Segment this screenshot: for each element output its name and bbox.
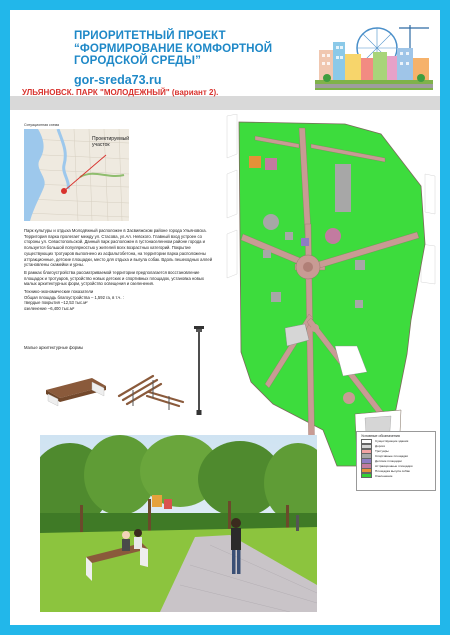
project-title bbox=[74, 30, 284, 87]
legend-label: Озеленение bbox=[375, 473, 393, 478]
city-illustration bbox=[315, 20, 433, 90]
legend-label: Существующие здания bbox=[375, 439, 409, 444]
description-paragraph-2: В рамках благоустройства рассматриваемой территории предполагается восстановление площадок и тротуаров, устройство новых детских и спортивных площадок, установка новых малых архитектурных форм, устройство освещения и озеленения. bbox=[24, 269, 204, 287]
street-lamp-image bbox=[193, 326, 205, 416]
title-line-1: ПРИОРИТЕТНЫЙ ПРОЕКТ bbox=[74, 29, 226, 42]
tech-item-greenery: озеленение –6,400 тыс.м² bbox=[24, 306, 75, 312]
project-label-line-1: Проектируемый bbox=[92, 136, 130, 142]
project-description bbox=[24, 228, 216, 312]
legend-label: Спортивные площадки bbox=[375, 454, 408, 459]
project-label-line-2: участок bbox=[92, 142, 110, 148]
header bbox=[10, 10, 440, 90]
title-line-2: “ФОРМИРОВАНИЕ КОМФОРТНОЙ bbox=[74, 41, 273, 55]
project-site-label bbox=[92, 136, 129, 148]
park-visualization bbox=[40, 435, 317, 612]
legend-label: Детские площадки bbox=[375, 459, 402, 463]
small-forms-label: Малые архитектурные формы bbox=[24, 345, 84, 350]
legend-label: Аттракционные площадки bbox=[375, 463, 413, 468]
legend-swatch bbox=[361, 473, 372, 478]
tech-title: Технико-экономические показатели bbox=[24, 289, 94, 295]
legend-label: Дороги bbox=[375, 444, 386, 449]
subtitle-bar bbox=[10, 96, 440, 110]
legend-title: Условные обозначения bbox=[361, 434, 400, 438]
description-paragraph-1: Парк культуры и отдыха Молодёжный расположен в Засвияжском районе города Ульяновска. Территория парка пролегает между ул. Стасова, ул.Ал. Невского. Главный вход устроен со стороны ул. Севастопольской. Данный парк расположен в густонаселенном районе города и пользуется большой популярностью у жителей всех возрастных категорий. Покрытие существующих тротуаров выполнено из асфальтобетона, на территории парка расположены аттракционные, детские площадки, место для отдыха и выгула собак. Вдоль пешеходных аллей установлены скамейки и урны. bbox=[24, 228, 213, 268]
tech-item-area: Общая площадь благоустройства – 1,592 га, в т.ч. : bbox=[24, 294, 124, 300]
legend-label: Площадка выгула собак bbox=[375, 468, 410, 473]
tech-item-paving: твердые покрытия –12,53 тыс.м² bbox=[24, 300, 88, 306]
subtitle: УЛЬЯНОВСК. ПАРК "МОЛОДЕЖНЫЙ" (вариант 2). bbox=[22, 88, 219, 97]
master-plan bbox=[225, 114, 437, 470]
plan-legend bbox=[356, 431, 436, 491]
poster-sheet bbox=[10, 10, 440, 625]
legend-row bbox=[357, 473, 435, 478]
location-map-caption: Ситуационная схема bbox=[24, 123, 60, 127]
bench-image-2 bbox=[113, 366, 189, 412]
site-link[interactable]: gor-sreda73.ru bbox=[74, 72, 162, 87]
title-line-3: ГОРОДСКОЙ СРЕДЫ” bbox=[74, 54, 202, 67]
legend-label: Тротуары bbox=[375, 449, 389, 454]
bench-image-1 bbox=[44, 368, 110, 408]
